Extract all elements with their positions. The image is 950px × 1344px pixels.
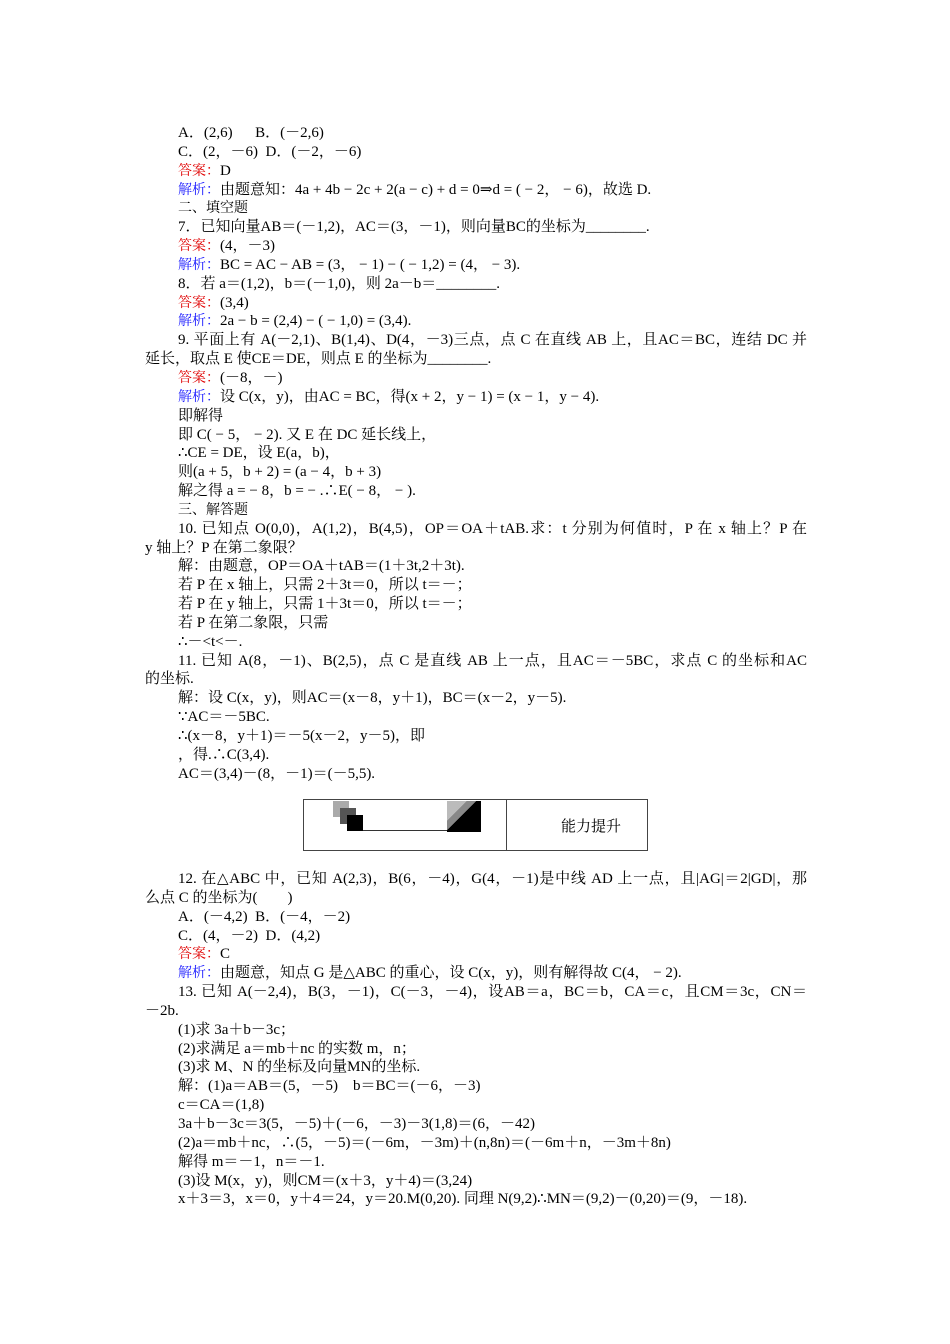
line-text: 的坐标. <box>145 671 194 688</box>
document-body-bottom <box>145 870 807 1209</box>
line-text: BC = AC − AB = (3， − 1) − ( − 1,2) = (4， − 3). <box>220 256 521 273</box>
line-text: 二、填空题 <box>178 200 248 217</box>
banner-title: 能力提升 <box>561 817 622 835</box>
analysis-line <box>145 964 807 983</box>
text-line <box>145 143 807 162</box>
analysis-label: 解析： <box>178 181 220 198</box>
text-line <box>145 870 807 889</box>
text-line <box>145 1153 807 1172</box>
line-text: C．(2，－6) D．(－2，－6) <box>178 143 362 160</box>
decorative-pen-icon <box>447 801 481 832</box>
line-text: 3a＋b－3c＝3(5，－5)＋(－6，－3)－3(1,8)＝(6，－42) <box>178 1115 536 1132</box>
line-text: 么点 C 的坐标为( ) <box>145 889 293 906</box>
line-text: 由题意知：4a + 4b − 2c + 2(a − c) + d = 0⇒d = ( − 2， − 6)，故选 D. <box>220 181 652 198</box>
answer-label: 答案： <box>178 294 220 311</box>
line-text: 若 P 在第二象限，只需 <box>178 614 329 631</box>
answer-line <box>145 162 807 181</box>
line-text: c＝CA＝(1,8) <box>178 1097 265 1114</box>
section-heading <box>145 501 807 520</box>
text-line <box>145 614 807 633</box>
text-line <box>145 1002 807 1021</box>
text-line <box>145 218 807 237</box>
analysis-label: 解析： <box>178 313 220 330</box>
analysis-line <box>145 181 807 200</box>
line-text: 即 C( − 5， − 2). 又 E 在 DC 延长线上， <box>178 426 437 443</box>
line-text: (3)设 M(x，y)，则CM＝(x＋3，y＋4)＝(3,24) <box>178 1172 473 1189</box>
line-text: 9. 平面上有 A(－2,1)、B(1,4)、D(4，－3)三点，点 C 在直线 AB 上，且AC＝BC，连结 DC 并 <box>178 332 807 349</box>
text-line <box>145 633 807 652</box>
analysis-label: 解析： <box>178 256 220 273</box>
line-text: 则(a + 5，b + 2) = (a − 4，b + 3) <box>178 464 382 481</box>
answer-line <box>145 237 807 256</box>
text-line <box>145 746 807 765</box>
text-line <box>145 927 807 946</box>
text-line <box>145 708 807 727</box>
text-line <box>145 463 807 482</box>
answer-label: 答案： <box>178 162 220 179</box>
text-line <box>145 331 807 350</box>
text-line <box>145 983 807 1002</box>
text-line <box>145 1190 807 1209</box>
line-text: 11. 已知 A(8，－1)、B(2,5)，点 C 是直线 AB 上一点，且AC＝－5BC，求点 C 的坐标和AC <box>178 652 807 669</box>
line-text: (2)求满足 a＝mb＋nc 的实数 m，n； <box>178 1040 416 1057</box>
line-text: C <box>220 946 231 963</box>
line-text: 解得 m＝－1，n＝－1. <box>178 1153 325 1170</box>
line-text: (4，－3) <box>220 238 275 255</box>
document-body-top <box>145 124 807 784</box>
decorative-underline <box>363 830 447 831</box>
line-text: D <box>220 162 231 179</box>
text-line <box>145 482 807 501</box>
line-text: (3,4) <box>220 294 249 311</box>
section-heading <box>145 199 807 218</box>
line-text: A．(2,6) B．(－2,6) <box>178 125 324 141</box>
text-line <box>145 275 807 294</box>
line-text: 若 P 在 y 轴上，只需 1＋3t＝0，所以 t＝－； <box>178 596 472 613</box>
text-line <box>145 727 807 746</box>
text-line <box>145 670 807 689</box>
line-text: C．(4，－2) D．(4,2) <box>178 927 321 944</box>
answer-label: 答案： <box>178 369 220 386</box>
text-line <box>145 350 807 369</box>
line-text: ∵AC＝－5BC. <box>178 709 270 726</box>
analysis-line <box>145 256 807 275</box>
answer-line <box>145 945 807 964</box>
line-text: 10. 已知点 O(0,0)，A(1,2)，B(4,5)，OP＝OA＋tAB.求：t 分别为何值时，P 在 x 轴上？P 在 <box>178 520 807 537</box>
line-text: 2a − b = (2,4) − ( − 1,0) = (3,4). <box>220 313 412 330</box>
line-text: ，得.∴C(3,4). <box>178 746 270 763</box>
line-text: ∴－<t<－. <box>178 633 243 650</box>
line-text: (2)a＝mb＋nc，∴(5，－5)＝(－6m，－3m)＋(n,8n)＝(－6m＋n，－3m＋8n) <box>178 1134 671 1151</box>
text-line <box>145 908 807 927</box>
line-text: 解之得 a = − 8，b = − .∴E( − 8， − ). <box>178 483 416 500</box>
text-line <box>145 539 807 558</box>
text-line <box>145 557 807 576</box>
analysis-label: 解析： <box>178 388 220 405</box>
text-line <box>145 407 807 426</box>
line-text: ∴(x－8，y＋1)＝－5(x－2，y－5)，即 <box>178 728 426 744</box>
text-line <box>145 595 807 614</box>
line-text: 若 P 在 x 轴上，只需 2＋3t＝0，所以 t＝－； <box>178 577 472 594</box>
banner-divider <box>506 800 507 850</box>
text-line <box>145 1172 807 1191</box>
line-text: 即解得 <box>178 407 224 424</box>
answer-label: 答案： <box>178 946 220 963</box>
answer-line <box>145 369 807 388</box>
line-text: 设 C(x，y)，由AC = BC，得(x + 2，y − 1) = (x − 1，y − 4). <box>220 388 600 405</box>
answer-line <box>145 294 807 313</box>
line-text: 7．已知向量AB＝(－1,2)，AC＝(3，－1)，则向量BC的坐标为________. <box>178 219 650 236</box>
text-line <box>145 444 807 463</box>
answer-label: 答案： <box>178 238 220 255</box>
text-line <box>145 1096 807 1115</box>
line-text: 解：(1)a＝AB＝(5，－5) b＝BC＝(－6，－3) <box>178 1078 481 1095</box>
line-text: A．(－4,2) B．(－4，－2) <box>178 908 351 925</box>
text-line <box>145 1077 807 1096</box>
text-line <box>145 520 807 539</box>
text-line <box>145 1021 807 1040</box>
line-text: 延长，取点 E 使CE＝DE，则点 E 的坐标为________. <box>145 351 492 368</box>
line-text: (3)求 M、N 的坐标及向量MN的坐标. <box>178 1059 421 1076</box>
text-line <box>145 765 807 784</box>
text-line <box>145 1058 807 1077</box>
analysis-line <box>145 388 807 407</box>
line-text: －2b. <box>145 1002 179 1019</box>
analysis-line <box>145 312 807 331</box>
line-text: AC＝(3,4)－(8，－1)＝(－5,5). <box>178 765 376 782</box>
analysis-label: 解析： <box>178 965 220 982</box>
text-line <box>145 124 807 143</box>
section-banner <box>303 799 648 851</box>
line-text: 三、解答题 <box>178 501 248 518</box>
line-text: 12. 在△ABC 中，已知 A(2,3)，B(6，－4)，G(4，－1)是中线 AD 上一点，且|AG|＝2|GD|，那 <box>178 871 807 887</box>
line-text: 8．若 a＝(1,2)，b＝(－1,0)，则 2a－b＝________. <box>178 275 501 292</box>
line-text: y 轴上？P 在第二象限？ <box>145 539 303 556</box>
text-line <box>145 426 807 445</box>
line-text: 由题意，知点 G 是△ABC 的重心，设 C(x，y)，则有解得故 C(4， − 2). <box>220 965 682 982</box>
text-line <box>145 689 807 708</box>
text-line <box>145 1134 807 1153</box>
text-line <box>145 576 807 595</box>
line-text: (－8，－) <box>220 369 283 386</box>
line-text: 13. 已知 A(－2,4)，B(3，－1)，C(－3，－4)，设AB＝a，BC＝b，CA＝c，且CM＝3c，CN＝ <box>178 984 807 1001</box>
line-text: (1)求 3a＋b－3c； <box>178 1021 296 1038</box>
text-line <box>145 1040 807 1059</box>
line-text: ∴CE = DE，设 E(a，b)， <box>178 445 340 462</box>
text-line <box>145 652 807 671</box>
line-text: x＋3＝3，x＝0，y＋4＝24，y＝20.M(0,20). 同理 N(9,2)∴MN＝(9,2)－(0,20)＝(9，－18). <box>178 1191 748 1208</box>
line-text: 解：设 C(x，y)，则AC＝(x－8，y＋1)，BC＝(x－2，y－5). <box>178 690 567 707</box>
text-line <box>145 889 807 908</box>
decorative-square-dark <box>347 815 363 831</box>
text-line <box>145 1115 807 1134</box>
line-text: 解：由题意，OP＝OA＋tAB＝(1＋3t,2＋3t). <box>178 558 465 575</box>
